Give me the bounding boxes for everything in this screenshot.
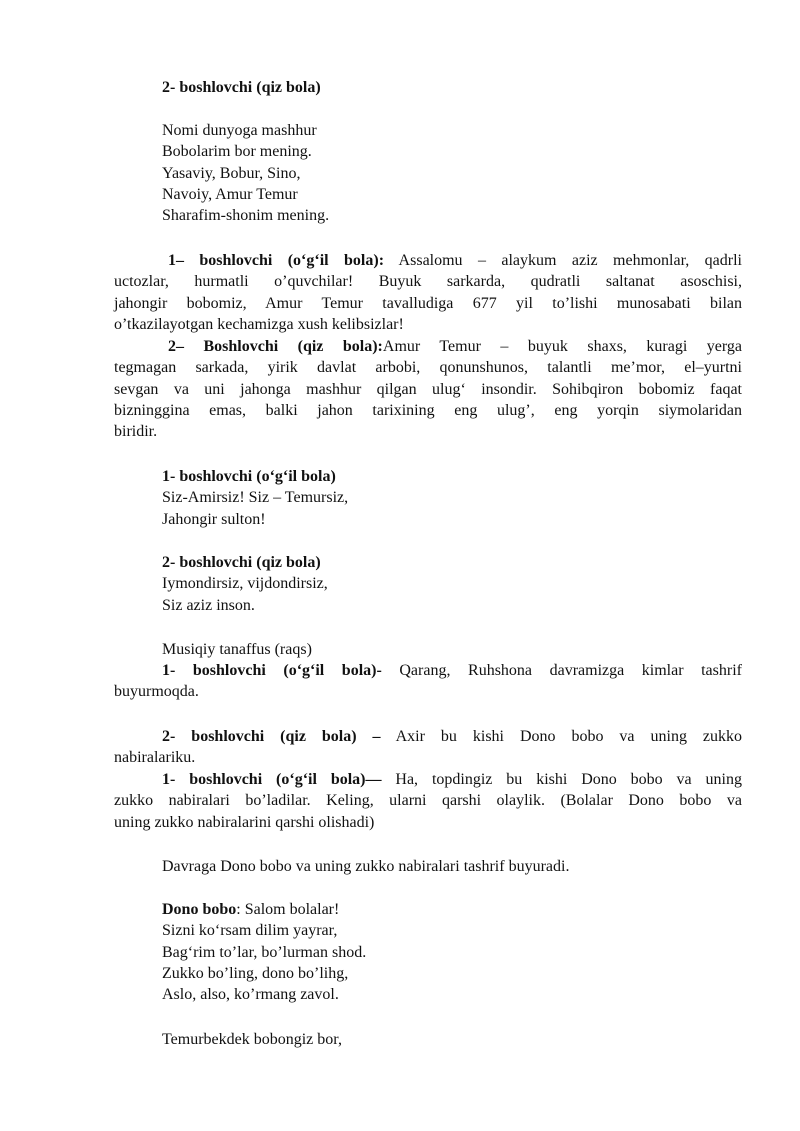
poem-line: Navoiy, Amur Temur xyxy=(162,185,298,203)
speaker-heading: 2- boshlovchi (qiz bola) xyxy=(162,79,321,96)
dialogue-paragraph: 2– Boshlovchi (qiz bola):Amur Temur – buyuk shaxs, kuragi yerga tegmagan sarkada, yirik davlat arbobi, qonunshunos, talantli me’mor, el–yurtni sevgan va uni jahonga mashhur qilgan ulug‘ insondir. Sohibqiron bobomiz faqat bizninggina emas, balki jahon tarixining eng ulug’, eng yorqin siymolaridan biridir. xyxy=(114,338,742,441)
poem-line: Nomi dunyoga mashhur xyxy=(162,122,317,139)
dialogue-paragraph: 1- boshlovchi (o‘g‘il bola)- Qarang, Ruhshona davramizga kimlar tashrif buyurmoqda. xyxy=(114,662,742,701)
speaker-label: 2- boshlovchi (qiz bola) – xyxy=(162,728,381,745)
stage-direction: Davraga Dono bobo va uning zukko nabiralari tashrif buyuradi. xyxy=(162,858,570,875)
speaker-label: 1– boshlovchi (o‘g‘il bola): xyxy=(168,252,385,269)
speaker-label: Dono bobo xyxy=(162,901,237,918)
poem-stanza xyxy=(114,120,790,226)
speaker-label: 2- boshlovchi (qiz bola) xyxy=(162,554,321,571)
dialogue-paragraph: 1- boshlovchi (o‘g‘il bola)— Ha, topdingiz bu kishi Dono bobo va uning zukko nabiralari bo’ladilar. Keling, ularni qarshi olaylik. (Bolalar Dono bobo va uning zukko nabiralarini qarshi olishadi) xyxy=(114,771,743,831)
speaker-block: Dono bobo: Salom bolalar! Sizni ko‘rsam dilim yayrar, Bag‘rim to’lar, bo’lurman shod. Zukko bo’ling, dono bo’lihg, Aslo, also, ko’rmang zavol. xyxy=(162,901,367,1004)
speaker-label: 2– Boshlovchi (qiz bola): xyxy=(168,338,383,355)
dialogue-paragraph: 2- boshlovchi (qiz bola) – Axir bu kishi Dono bobo va uning zukko nabiralariku. xyxy=(114,728,743,767)
poem-line: Yasaviy, Bobur, Sino, xyxy=(162,164,301,182)
speaker-label: 1- boshlovchi (o‘g‘il bola) xyxy=(162,468,336,485)
dialogue-paragraph: 1– boshlovchi (o‘g‘il bola): Assalomu – alaykum aziz mehmonlar, qadrli uctozlar, hurmatli o’quvchilar! Buyuk sarkarda, qudratli saltanat asoschisi, jahongir bobomiz, Amur Temur tavalludiga 677 yil to’lishi munosabati bilan o’tkazilayotgan kechamizga xush kelibsizlar! xyxy=(114,252,742,333)
poem-line: Temurbekdek bobongiz bor, xyxy=(162,1031,342,1048)
stage-direction: Musiqiy tanaffus (raqs) xyxy=(162,641,312,658)
speaker-label: 1- boshlovchi (o‘g‘il bola)- xyxy=(162,662,382,679)
speaker-block: 2- boshlovchi (qiz bola) Iymondirsiz, vijdondirsiz, Siz aziz inson. xyxy=(114,552,790,616)
poem-line: Bobolarim bor mening. xyxy=(162,143,312,161)
poem-line: Sharafim-shonim mening. xyxy=(162,207,330,225)
speaker-block: 1- boshlovchi (o‘g‘il bola) Siz-Amirsiz! Siz – Temursiz, Jahongir sulton! xyxy=(114,466,790,530)
speaker-label: 1- boshlovchi (o‘g‘il bola)— xyxy=(162,771,382,788)
